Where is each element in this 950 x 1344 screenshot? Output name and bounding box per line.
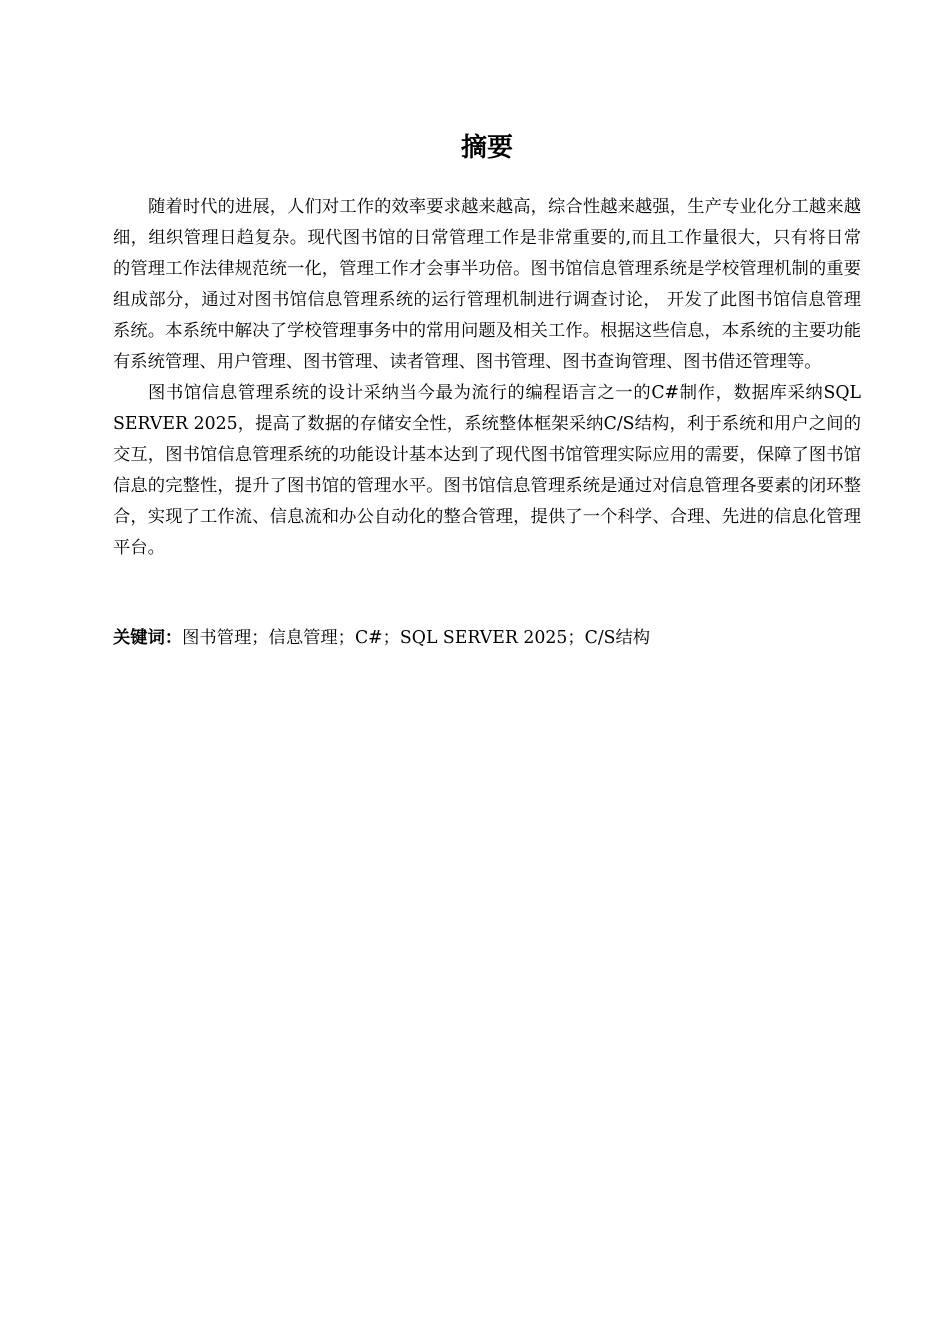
- keywords-line: [113, 623, 873, 653]
- keywords-text: 图书管理；信息管理；C#；SQL SERVER 2025；C/S结构: [182, 628, 651, 648]
- abstract-body: [113, 192, 861, 564]
- abstract-title: 摘要: [460, 133, 513, 163]
- abstract-paragraph-2: 图书馆信息管理系统的设计采纳当今最为流行的编程语言之一的C#制作，数据库采纳SQL SERVER 2025，提高了数据的存储安全性，系统整体框架采纳C/S结构，利于系统和用户之间的交互，图书馆信息管理系统的功能设计基本达到了现代图书馆管理实际应用的需要，保障了图书馆信息的完整性，提升了图书馆的管理水平。图书馆信息管理系统是通过对信息管理各要素的闭环整合，实现了工作流、信息流和办公自动化的整合管理，提供了一个科学、合理、先进的信息化管理平台。: [113, 383, 861, 558]
- abstract-paragraph-1: 随着时代的进展，人们对工作的效率要求越来越高，综合性越来越强，生产专业化分工越来越细，组织管理日趋复杂。现代图书馆的日常管理工作是非常重要的,而且工作量很大，只有将日常的管理工作法律规范统一化，管理工作才会事半功倍。图书馆信息管理系统是学校管理机制的重要组成部分，通过对图书馆信息管理系统的运行管理机制进行调查讨论， 开发了此图书馆信息管理系统。本系统中解决了学校管理事务中的常用问题及相关工作。根据这些信息，本系统的主要功能有系统管理、用户管理、图书管理、读者管理、图书管理、图书查询管理、图书借还管理等。: [113, 197, 861, 372]
- keywords-label: 关键词：: [113, 628, 183, 648]
